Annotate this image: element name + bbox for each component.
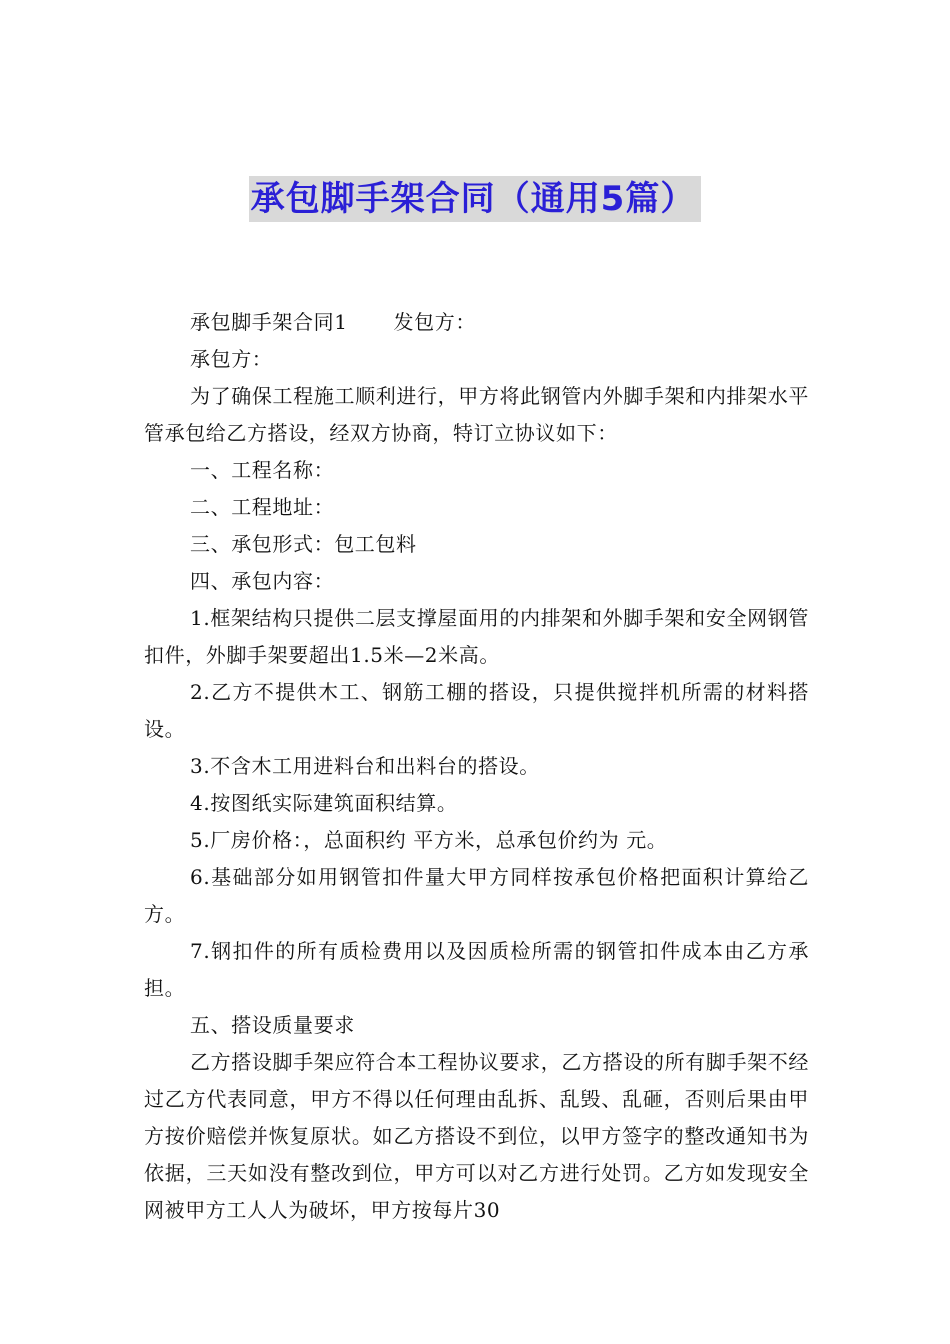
- paragraph: 2.乙方不提供木工、钢筋工棚的搭设，只提供搅拌机所需的材料搭设。: [144, 680, 809, 741]
- paragraph: 五、搭设质量要求: [190, 1013, 355, 1037]
- paragraph: 乙方搭设脚手架应符合本工程协议要求，乙方搭设的所有脚手架不经过乙方代表同意，甲方不得以任何理由乱拆、乱毁、乱砸，否则后果由甲方按价赔偿并恢复原状。如乙方搭设不到位，以甲方签字的整改通知书为依据，三天如没有整改到位，甲方可以对乙方进行处罚。乙方如发现安全网被甲方工人人为破坏，甲方按每片30: [144, 1050, 809, 1222]
- paragraph: 1.框架结构只提供二层支撑屋面用的内排架和外脚手架和安全网钢管扣件，外脚手架要超出1.5米—2米高。: [144, 606, 809, 667]
- paragraph: 5.厂房价格：，总面积约 平方米，总承包价约为 元。: [190, 828, 668, 852]
- paragraph: 四、承包内容：: [190, 569, 335, 593]
- paragraph: 4.按图纸实际建筑面积结算。: [190, 791, 458, 815]
- paragraph: 承包方：: [190, 347, 273, 371]
- paragraph: 一、工程名称：: [190, 458, 335, 482]
- title-container: [0, 176, 950, 222]
- first-line: [144, 304, 809, 341]
- document-body: [144, 304, 809, 1229]
- document-title: 承包脚手架合同（通用5篇）: [249, 176, 702, 222]
- paragraph: 7.钢扣件的所有质检费用以及因质检所需的钢管扣件成本由乙方承担。: [144, 939, 809, 1000]
- paragraph: 6.基础部分如用钢管扣件量大甲方同样按承包价格把面积计算给乙方。: [144, 865, 809, 926]
- paragraph: 3.不含木工用进料台和出料台的搭设。: [190, 754, 540, 778]
- paragraph: 三、承包形式：包工包料: [190, 532, 417, 556]
- paragraph: 为了确保工程施工顺利进行，甲方将此钢管内外脚手架和内排架水平管承包给乙方搭设，经双方协商，特订立协议如下：: [144, 384, 809, 445]
- party-a-label: 发包方：: [393, 310, 476, 334]
- paragraph: 二、工程地址：: [190, 495, 335, 519]
- contract-heading: 承包脚手架合同1: [190, 310, 348, 334]
